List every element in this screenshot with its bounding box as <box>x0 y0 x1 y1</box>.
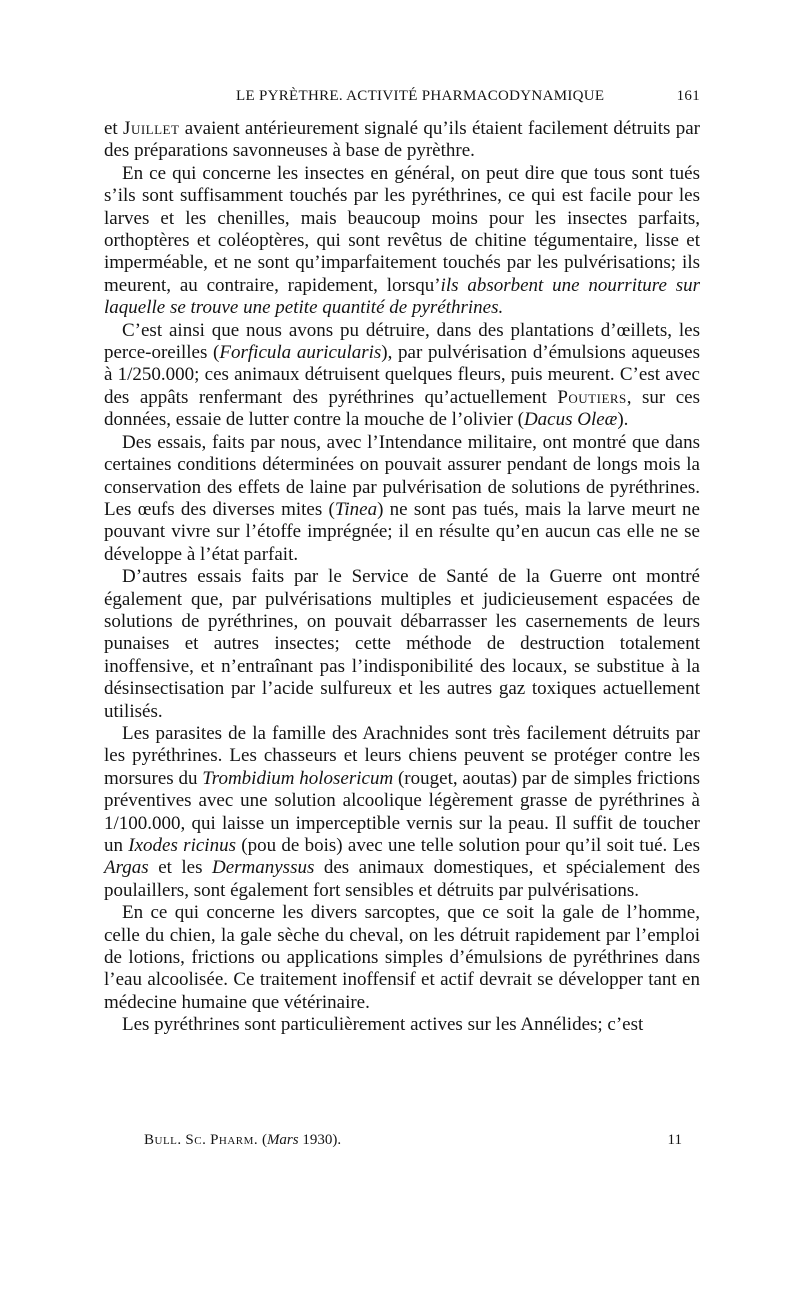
italic-run: ils absorbent une nourriture sur laquelle se trouve une petite quantité de pyréthrines. <box>104 274 700 319</box>
running-head <box>104 88 700 110</box>
paragraph-7 <box>104 902 700 1014</box>
footer <box>104 1132 700 1154</box>
species-name: Argas <box>104 857 149 879</box>
page-number: 161 <box>676 88 700 104</box>
text-run: avaient antérieurement signalé qu’ils étaient facilement détruits par des préparations savonneuses à base de pyrèthre. <box>104 118 700 162</box>
text-run: des animaux domestiques, et spécialement des poulaillers, sont également fort sensibles et détruits par pulvérisations. <box>104 857 700 901</box>
running-head-title: LE PYRÈTHRE. ACTIVITÉ PHARMACODYNAMIQUE <box>236 88 605 104</box>
species-name: Trombidium holosericum <box>202 767 394 789</box>
text-run: D’autres essais faits par le Service de Santé de la Guerre ont montré également que, par pulvérisations multiples et judicieusement espacées de solutions de pyréthrines, on pouvait débarrasser les casernements de leurs punaises et autres insectes; cette méthode de destruction totalement inoffensive, et n’entraînant pas l’indisponibilité des locaux, se substitue à la désinsectisation par l’acide sulfureux et les autres gaz toxiques actuellement utilisés. <box>104 566 700 722</box>
text-run: Les pyréthrines sont particulièrement actives sur les Annélides; c’est <box>122 1014 644 1036</box>
paragraph-6 <box>104 723 700 902</box>
body-text <box>104 118 700 1037</box>
journal-citation <box>144 1132 341 1149</box>
paragraph-2 <box>104 163 700 320</box>
text-run: C’est ainsi que nous avons pu détruire, dans des plantations d’œillets, les perce-oreilles ( <box>104 319 700 364</box>
species-name: Tinea <box>334 498 378 520</box>
signature-mark: 11 <box>667 1132 682 1148</box>
author-name-juillet: Juillet <box>123 118 180 139</box>
issue-month: Mars <box>266 1132 299 1148</box>
species-name: Dermanyssus <box>211 857 315 879</box>
text-run: (pou de bois) avec une telle solution pour qu’il soit tué. Les <box>235 835 701 856</box>
text-run: (rouget, aoutas) par de simples frictions préventives avec une solution alcoolique légèrement grasse de pyréthrines à 1/100.000, qui laisse un imperceptible vernis sur la peau. Il suffit de toucher un <box>104 767 700 856</box>
issue-year: 1930). <box>298 1132 342 1148</box>
journal-abbrev: Pharm. <box>210 1132 259 1148</box>
paragraph-1 <box>104 118 700 163</box>
author-name-poutiers: Poutiers <box>557 386 627 408</box>
species-name: Ixodes ricinus <box>128 835 236 856</box>
text-run: ), par pulvérisation d’émulsions aqueuses à 1/250.000; ces animaux détruisent quelques fleurs, puis meurent. C’est avec des appâts renfermant des pyréthrines qu’actuellement <box>104 342 700 408</box>
paragraph-3 <box>104 320 700 432</box>
species-name: Forficula auricularis <box>219 342 382 364</box>
species-name: Dacus Oleæ <box>523 409 618 431</box>
paragraph-5 <box>104 566 700 723</box>
text-run: Des essais, faits par nous, avec l’Intendance militaire, ont montré que dans certaines conditions déterminées on pouvait assurer pendant de longs mois la conservation des effets de laine par pulvérisation de solutions de pyréthrines. Les œufs des diverses mites ( <box>104 431 700 520</box>
text-run: ( <box>261 1132 267 1148</box>
text-run: En ce qui concerne les insectes en général, on peut dire que tous sont tués s’ils sont suffisamment touchés par les pyréthrines, ce qui est facile pour les larves et les chenilles, mais beaucoup moins pour les insectes parfaits, orthoptères et coléoptères, qui sont revêtus de chitine tégumentaire, lisse et imperméable, et ne sont qu’imparfaitement touchés par les pulvérisations; ils meurent, au contraire, rapidement, lorsqu’ <box>104 162 700 296</box>
journal-abbrev: Sc. <box>185 1132 207 1148</box>
text-run: ). <box>617 409 629 431</box>
text-run: En ce qui concerne les divers sarcoptes, que ce soit la gale de l’homme, celle du chien, la gale sèche du cheval, on les détruit rapidement par l’emploi de lotions, frictions ou applications simples d’émulsions de pyréthrines dans l’eau alcoolisée. Ce traitement inoffensif et actif devrait se développer tant en médecine humaine que vétérinaire. <box>104 902 700 1013</box>
text-run: Les parasites de la famille des Arachnides sont très facilement détruits par les pyréthrines. Les chasseurs et leurs chiens peuvent se protéger contre les morsures du <box>104 722 700 789</box>
text-run: ) ne sont pas tués, mais la larve meurt ne pouvant vivre sur l’étoffe imprégnée; il en résulte qu’en aucun cas elle ne se développe à l’état parfait. <box>104 498 700 565</box>
journal-abbrev: Bull. <box>144 1132 182 1148</box>
text-run: et <box>104 118 124 139</box>
paragraph-4 <box>104 432 700 566</box>
text-run: , sur ces données, essaie de lutter contre la mouche de l’olivier ( <box>104 386 701 431</box>
paragraph-8 <box>104 1014 700 1036</box>
text-run: et les <box>148 857 212 879</box>
